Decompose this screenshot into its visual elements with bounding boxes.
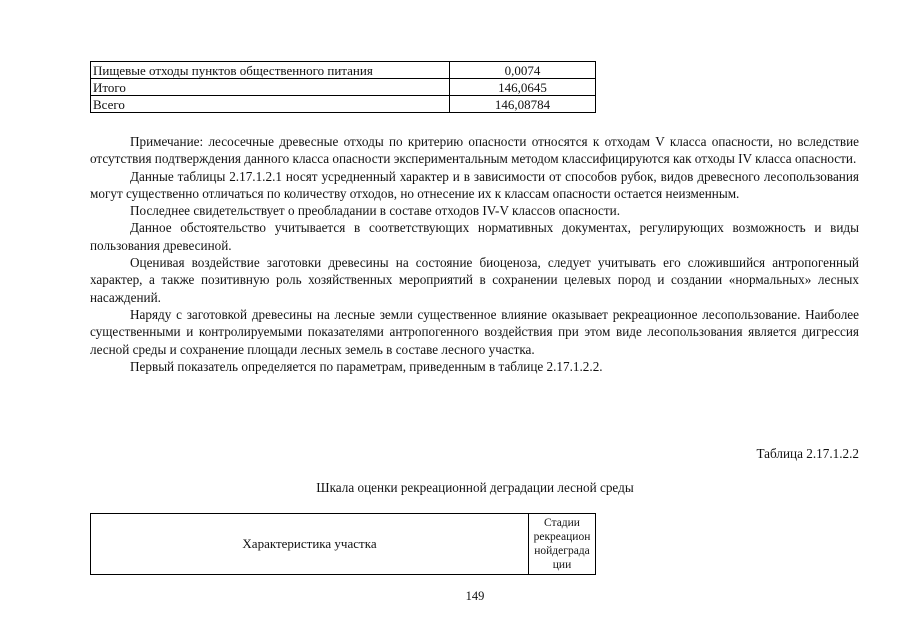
table-row bbox=[91, 62, 596, 79]
header-line: нойдеграда bbox=[534, 545, 590, 557]
table-row bbox=[91, 79, 596, 96]
table-cell: 146,0645 bbox=[450, 79, 596, 96]
paragraph: Данное обстоятельство учитывается в соответствующих нормативных документах, регулирующих возможность и виды пользования древесиной. bbox=[90, 220, 859, 253]
table-title: Шкала оценки рекреационной деградации лесной среды bbox=[316, 480, 634, 495]
paragraph: Последнее свидетельствует о преобладании в составе отходов IV-V классов опасности. bbox=[130, 203, 620, 219]
column-header bbox=[529, 514, 596, 575]
paragraph: Оценивая воздействие заготовки древесины на состояние биоценоза, следует учитывать его сложившийся антропогенный характер, а также позитивную роль хозяйственных мероприятий в сохранении целевых пород и создании «нормальных» лесных насаждений. bbox=[90, 255, 859, 305]
header-line: рекреацион bbox=[533, 531, 591, 543]
table-cell: Пищевые отходы пунктов общественного питания bbox=[91, 62, 450, 79]
waste-summary-table bbox=[90, 61, 596, 113]
paragraph: Данные таблицы 2.17.1.2.1 носят усредненный характер и в зависимости от способов рубок, видов древесного лесопользования могут существенно отличаться по количеству отходов, но отнесение их к классам опасности остается неизменным. bbox=[90, 168, 859, 201]
column-header: Характеристика участка bbox=[91, 514, 529, 575]
table-cell: Итого bbox=[91, 79, 450, 96]
header-line: Стадии bbox=[544, 517, 580, 529]
table-label: Таблица 2.17.1.2.2 bbox=[756, 446, 859, 461]
body-text bbox=[90, 133, 859, 375]
paragraph: Наряду с заготовкой древесины на лесные земли существенное влияние оказывает рекреационное лесопользование. Наиболее существенными и контролируемыми показателями антропогенного воздействия при этом виде лесопользования является дигрессия лесной среды и сохранение площади лесных земель в составе лесного участка. bbox=[90, 306, 859, 357]
degradation-scale-table bbox=[90, 513, 596, 575]
table-cell: Всего bbox=[91, 96, 450, 113]
table-header-row bbox=[91, 514, 596, 575]
page-number: 149 bbox=[465, 589, 485, 603]
table-cell: 146,08784 bbox=[450, 96, 596, 113]
table-row bbox=[91, 96, 596, 113]
header-line: ции bbox=[552, 559, 572, 571]
table-cell: 0,0074 bbox=[450, 62, 596, 79]
paragraph: Примечание: лесосечные древесные отходы по критерию опасности относятся к отходам V класса опасности, но вследствие отсутствия подтверждения данного класса опасности экспериментальным методом классифицируются как отходы IV класса опасности. bbox=[90, 134, 859, 167]
paragraph: Первый показатель определяется по параметрам, приведенным в таблице 2.17.1.2.2. bbox=[130, 358, 603, 374]
